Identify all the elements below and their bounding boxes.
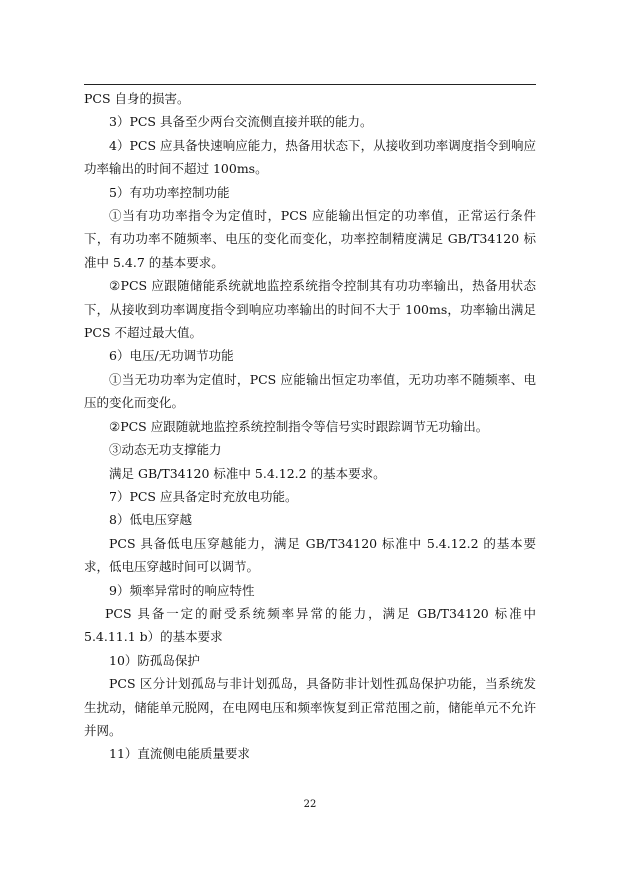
paragraph-active-power-follow: ②PCS 应跟随储能系统就地监控系统指令控制其有功功率输出，热备用状态下，从接收到功率调度指令到响应功率输出的时间不大于 100ms，功率输出满足 PCS 不超过最大值。 bbox=[84, 278, 536, 341]
paragraph-item-3: 3）PCS 具备至少两台交流侧直接并联的能力。 bbox=[109, 114, 373, 130]
document-body bbox=[84, 87, 536, 766]
heading-frequency-response: 9）频率异常时的响应特性 bbox=[109, 582, 255, 598]
heading-anti-islanding: 10）防孤岛保护 bbox=[109, 652, 200, 668]
paragraph-frequency-response: PCS 具备一定的耐受系统频率异常的能力，满足 GB/T34120 标准中 5.4.11.1 b）的基本要求 bbox=[84, 605, 536, 645]
paragraph-dynamic-reactive-req: 满足 GB/T34120 标准中 5.4.12.2 的基本要求。 bbox=[109, 465, 386, 481]
paragraph-dynamic-reactive: ③动态无功支撑能力 bbox=[109, 442, 222, 458]
heading-lvrt: 8）低电压穿越 bbox=[109, 512, 192, 528]
heading-dc-power-quality: 11）直流侧电能质量要求 bbox=[109, 746, 250, 762]
paragraph-continuation: PCS 自身的损害。 bbox=[84, 91, 190, 106]
paragraph-lvrt: PCS 具备低电压穿越能力，满足 GB/T34120 标准中 5.4.12.2 的基本要求，低电压穿越时间可以调节。 bbox=[84, 535, 536, 575]
header-rule bbox=[84, 84, 536, 85]
paragraph-anti-islanding: PCS 区分计划孤岛与非计划孤岛，具备防非计划性孤岛保护功能，当系统发生扰动，储能单元脱网，在电网电压和频率恢复到正常范围之前，储能单元不允许并网。 bbox=[84, 676, 536, 738]
heading-active-power-control: 5）有功功率控制功能 bbox=[109, 184, 230, 200]
paragraph-item-7: 7）PCS 应具备定时充放电功能。 bbox=[109, 488, 298, 504]
paragraph-reactive-fixed: ①当无功功率为定值时，PCS 应能输出恒定功率值，无功功率不随频率、电压的变化而变化。 bbox=[84, 371, 536, 411]
paragraph-active-power-fixed: ①当有功功率指令为定值时，PCS 应能输出恒定的功率值，正常运行条件下，有功功率不随频率、电压的变化而变化，功率控制精度满足 GB/T34120 标准中 5.4.7 的基本要求。 bbox=[84, 208, 536, 270]
page-number: 22 bbox=[303, 799, 317, 810]
paragraph-reactive-follow: ②PCS 应跟随就地监控系统控制指令等信号实时跟踪调节无功输出。 bbox=[109, 418, 489, 434]
heading-voltage-reactive: 6）电压/无功调节功能 bbox=[109, 348, 234, 364]
paragraph-item-4: 4）PCS 应具备快速响应能力，热备用状态下，从接收到功率调度指令到响应功率输出的时间不超过 100ms。 bbox=[84, 137, 536, 177]
